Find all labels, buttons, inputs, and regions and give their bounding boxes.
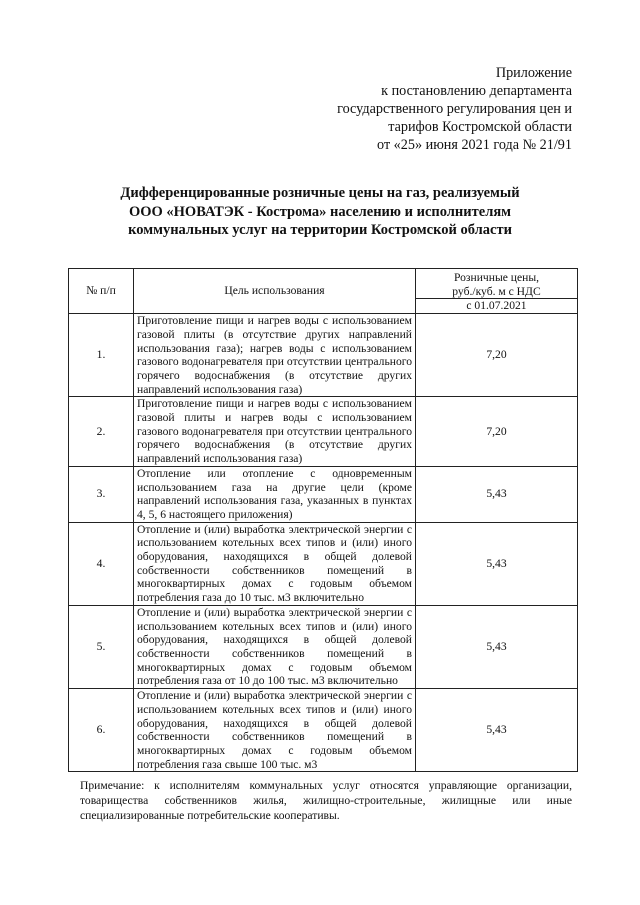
table-row bbox=[69, 605, 578, 688]
row-price: 5,43 bbox=[416, 522, 578, 605]
price-table bbox=[68, 268, 578, 772]
appendix-label: Приложение bbox=[495, 65, 572, 81]
table-row bbox=[69, 466, 578, 522]
resolution-date-number: от «25» июня 2021 года № 21/91 bbox=[377, 137, 572, 153]
column-header-purpose: Цель использования bbox=[134, 269, 416, 314]
department-name-line1: государственного регулирования цен и bbox=[337, 101, 572, 117]
table-row bbox=[69, 314, 578, 397]
table-row bbox=[69, 397, 578, 467]
row-price: 7,20 bbox=[416, 314, 578, 397]
row-number: 3. bbox=[69, 466, 134, 522]
row-price: 5,43 bbox=[416, 689, 578, 772]
column-header-number: № п/п bbox=[69, 269, 134, 314]
table-header-row bbox=[69, 269, 578, 299]
resolution-reference: к постановлению департамента bbox=[381, 83, 572, 99]
document-title bbox=[60, 184, 580, 240]
department-name-line2: тарифов Костромской области bbox=[388, 119, 572, 135]
row-purpose: Приготовление пищи и нагрев воды с использованием газовой плиты (в отсутствие других направлений использования газа); нагрев воды с использованием газового водонагревателя при отсутствии центрального горячего водоснабжения (в отсутствие других направлений использования газа) bbox=[134, 314, 416, 397]
price-header-line1: Розничные цены, bbox=[453, 271, 540, 284]
appendix-header bbox=[272, 64, 572, 154]
row-purpose: Отопление и (или) выработка электрической энергии с использованием котельных всех типов и (или) иного оборудования, находящихся в общей долевой собственности собственников помещений в многоквартирных домах с годовым объемом потребления газа свыше 100 тыс. м3 bbox=[134, 689, 416, 772]
table-row bbox=[69, 689, 578, 772]
row-price: 5,43 bbox=[416, 466, 578, 522]
footnote: Примечание: к исполнителям коммунальных услуг относятся управляющие организации, товарищества собственников жилья, жилищно-строительные, жилищные или иные специализированные потребительские кооперативы. bbox=[80, 779, 572, 822]
row-number: 1. bbox=[69, 314, 134, 397]
row-number: 2. bbox=[69, 397, 134, 467]
title-line: коммунальных услуг на территории Костромской области bbox=[128, 222, 512, 238]
table-row bbox=[69, 522, 578, 605]
row-price: 7,20 bbox=[416, 397, 578, 467]
title-line: ООО «НОВАТЭК - Кострома» населению и исполнителям bbox=[128, 203, 512, 220]
row-purpose: Отопление и (или) выработка электрической энергии с использованием котельных всех типов и (или) иного оборудования, находящихся в общей долевой собственности собственников помещений в многоквартирных домах с годовым объемом потребления газа от 10 до 100 тыс. м3 включительно bbox=[134, 605, 416, 688]
row-number: 5. bbox=[69, 605, 134, 688]
row-number: 6. bbox=[69, 689, 134, 772]
price-header-line2: руб./куб. м с НДС bbox=[452, 284, 541, 298]
row-purpose: Отопление и (или) выработка электрической энергии с использованием котельных всех типов и (или) иного оборудования, находящихся в общей долевой собственности собственников помещений в многоквартирных домах с годовым объемом потребления газа до 10 тыс. м3 включительно bbox=[134, 522, 416, 605]
column-header-date: с 01.07.2021 bbox=[416, 299, 578, 314]
row-purpose: Отопление или отопление с одновременным использованием газа на другие цели (кроме направлений использования газа, указанных в пунктах 4, 5, 6 настоящего приложения) bbox=[134, 466, 416, 522]
title-line: Дифференцированные розничные цены на газ, реализуемый bbox=[120, 185, 520, 201]
row-purpose: Приготовление пищи и нагрев воды с использованием газовой плиты и нагрев воды с использованием газового водонагревателя при отсутствии центрального горячего водоснабжения (в отсутствие других направлений использования газа) bbox=[134, 397, 416, 467]
row-price: 5,43 bbox=[416, 605, 578, 688]
row-number: 4. bbox=[69, 522, 134, 605]
column-header-price bbox=[416, 269, 578, 299]
